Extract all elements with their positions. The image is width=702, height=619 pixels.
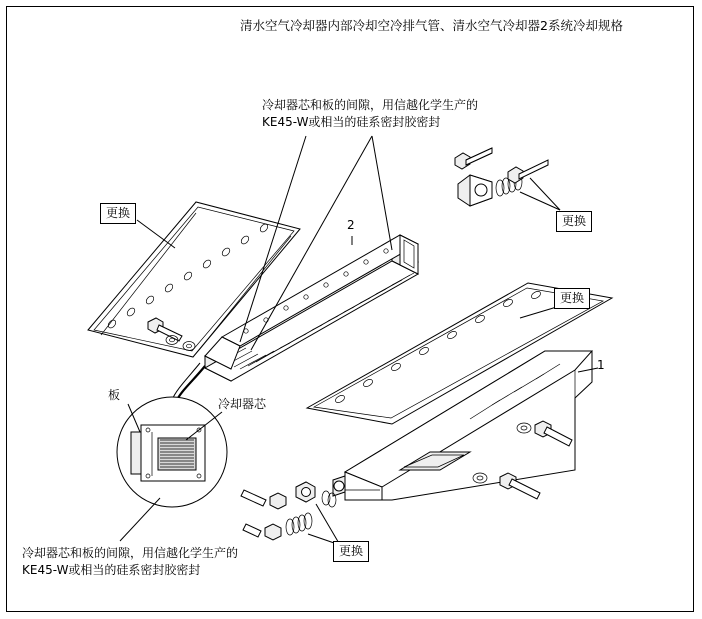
note-top-line-1: 冷却器芯和板的间隙，用信越化学生产的 <box>262 98 479 112</box>
label-replace-bottom: 更换 <box>333 541 369 562</box>
fastener-cluster-top-right <box>455 148 548 206</box>
detail-circle <box>117 397 227 507</box>
fastener-cluster-bottom <box>241 482 336 540</box>
note-bottom-line-1: 冷却器芯和板的间隙，用信越化学生产的 <box>22 546 239 560</box>
label-replace-mid-right: 更换 <box>554 288 590 309</box>
callout-1: 1 <box>597 358 605 372</box>
label-plate: 板 <box>108 388 121 402</box>
label-cooler-core: 冷却器芯 <box>218 397 267 411</box>
note-top-line-2: KE45-W或相当的硅系密封胶密封 <box>262 115 441 129</box>
label-replace-top-right: 更换 <box>556 211 592 232</box>
diagram-title: 清水空气冷却器内部冷却空冷排气管、清水空气冷却器2系统冷却规格 <box>240 18 623 33</box>
label-replace-left: 更换 <box>100 203 136 224</box>
note-bottom-line-2: KE45-W或相当的硅系密封胶密封 <box>22 563 201 577</box>
note-bottom <box>22 545 238 579</box>
note-top <box>262 97 478 131</box>
callout-2: 2 <box>347 218 355 232</box>
